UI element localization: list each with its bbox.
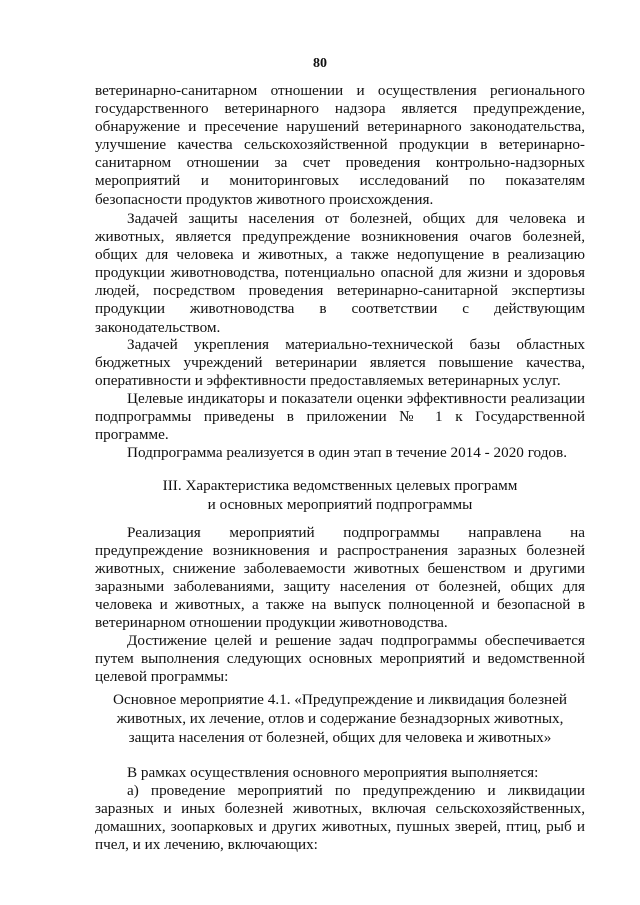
text-line: а) проведение мероприятий по предупреждению и ликвидации	[127, 782, 585, 799]
text-line: законодательством.	[95, 318, 221, 336]
text-line: оперативности и эффективности предоставляемых ветеринарных услуг.	[95, 372, 561, 390]
text-line: государственного ветеринарного надзора является предупреждение,	[95, 100, 585, 118]
text-line: Достижение целей и решение задач подпрограммы обеспечивается	[127, 632, 585, 649]
section-heading-line: и основных мероприятий подпрограммы	[207, 496, 473, 513]
text-line: Задачей укрепления материально-технической базы областных	[127, 336, 585, 353]
text-line: заразных и иных болезней животных, включая сельскохозяйственных,	[95, 800, 585, 818]
paragraph-goals-achievement	[95, 632, 585, 686]
page-number: 80	[313, 56, 327, 71]
text-line: домашних, зоопарковых и других животных, пушных зверей, птиц, рыб и	[95, 818, 585, 836]
text-line: программе.	[95, 426, 169, 444]
section-heading-line: III. Характеристика ведомственных целевых программ	[162, 477, 518, 494]
paragraph-target-indicators	[95, 390, 585, 444]
text-line: животных, снижение заболеваемости животных бешенством и другими	[95, 560, 585, 578]
text-line: человека и животных, а также на выпуск полноценной и безопасной в	[95, 596, 585, 614]
text-line: предупреждение возникновения и распространения заразных болезней	[95, 542, 585, 560]
text-line: Задачей защиты населения от болезней, общих для человека и	[127, 210, 585, 227]
text-line: бюджетных учреждений ветеринарии является повышение качества,	[95, 354, 585, 372]
text-line: ветеринарно-санитарном отношении и осуществления регионального	[95, 82, 585, 99]
section-heading	[95, 476, 585, 514]
text-line: улучшение качества сельскохозяйственной продукции в ветеринарно-	[95, 136, 585, 154]
text-line: Целевые индикаторы и показатели оценки эффективности реализации	[127, 390, 585, 407]
text-line: путем выполнения следующих основных мероприятий и ведомственной	[95, 650, 585, 668]
text-line: мероприятий и мониторинговых исследований по показателям	[95, 172, 585, 190]
text-line: целевой программы:	[95, 668, 229, 686]
text-line: подпрограммы приведены в приложении № 1 к Государственной	[95, 408, 585, 426]
text-line: животных, является предупреждение возникновения очагов болезней,	[95, 228, 585, 246]
text-line: ветеринарном отношении продукции животноводства.	[95, 614, 448, 632]
measure-title-line: животных, их лечение, отлов и содержание безнадзорных животных,	[116, 710, 564, 727]
measure-title-line: Основное мероприятие 4.1. «Предупреждение и ликвидация болезней	[113, 691, 567, 708]
paragraph-protection-task	[95, 210, 585, 337]
paragraph-implementation-aim	[95, 524, 585, 633]
paragraph-measure-scope	[95, 764, 585, 782]
paragraph-continuation	[95, 82, 585, 209]
text-line: людей, посредством проведения ветеринарно-санитарной экспертизы	[95, 282, 585, 300]
text-line: Подпрограмма реализуется в один этап в течение 2014 - 2020 годов.	[127, 444, 567, 461]
text-line: общих для человека и животных, а также недопущение в реализацию	[95, 246, 585, 264]
text-line: пчел, и их лечению, включающих:	[95, 836, 318, 854]
paragraph-implementation-period	[95, 444, 585, 462]
list-item-a	[95, 782, 585, 854]
text-line: В рамках осуществления основного мероприятия выполняется:	[127, 764, 539, 781]
text-line: Реализация мероприятий подпрограммы направлена на	[127, 524, 585, 541]
text-line: заразными заболеваниями, защиту населения от болезней, общих для	[95, 578, 585, 596]
text-line: санитарном отношении за счет проведения контрольно-надзорных	[95, 154, 585, 172]
paragraph-infrastructure-task	[95, 336, 585, 390]
text-line: безопасности продуктов животного происхождения.	[95, 190, 434, 208]
measure-title-line: защита населения от болезней, общих для человека и животных»	[128, 729, 552, 746]
text-line: продукции животноводства, потенциально опасной для жизни и здоровья	[95, 264, 585, 282]
text-line: продукции животноводства в соответствии с действующим	[95, 300, 585, 318]
text-line: обнаружение и пресечение нарушений ветеринарного законодательства,	[95, 118, 585, 136]
measure-title	[95, 690, 585, 747]
